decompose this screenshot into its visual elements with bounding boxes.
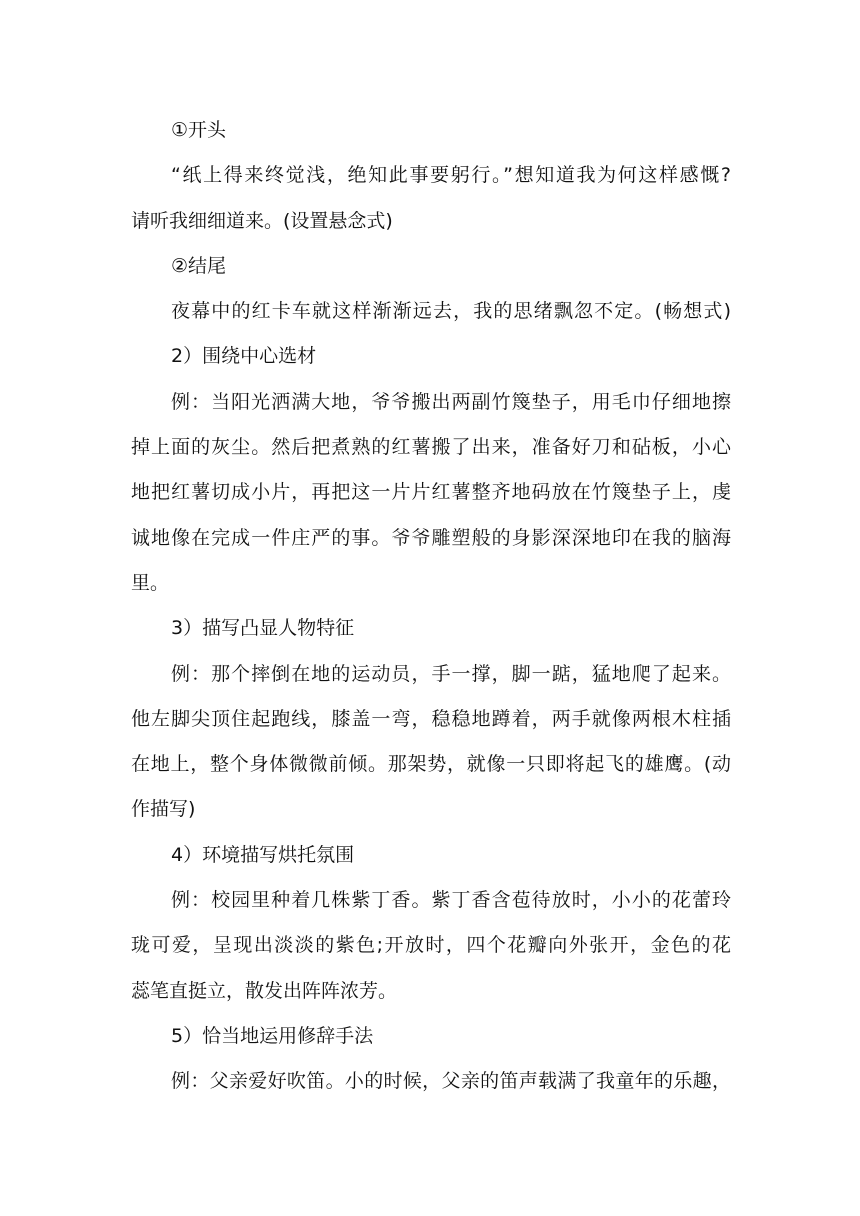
text-line: 请听我细细道来。(设置悬念式) [131, 209, 393, 232]
text-line: 蕊笔直挺立，散发出阵阵浓芳。 [131, 979, 398, 1002]
text-line: 3）描写凸显人物特征 [171, 617, 355, 640]
text-line: “纸上得来终觉浅，绝知此事要躬行。”想知道我为何这样感慨? [171, 164, 731, 187]
text-line: 他左脚尖顶住起跑线，膝盖一弯，稳稳地蹲着，两手就像两根木柱插 [131, 707, 731, 730]
text-line: 掉上面的灰尘。然后把煮熟的红薯搬了出来，准备好刀和砧板，小心 [131, 436, 731, 459]
text-line: ①开头 [171, 119, 227, 141]
text-line: 地把红薯切成小片，再把这一片片红薯整齐地码放在竹篾垫子上，虔 [131, 481, 731, 504]
text-line: 例：父亲爱好吹笛。小的时候，父亲的笛声载满了我童年的乐趣， [171, 1070, 731, 1093]
text-line: ②结尾 [171, 254, 227, 277]
text-line: 例：那个摔倒在地的运动员，手一撑，脚一踮，猛地爬了起来。 [171, 662, 731, 685]
text-line: 里。 [131, 571, 170, 594]
text-line: 5）恰当地运用修辞手法 [171, 1024, 374, 1047]
text-line: 珑可爱，呈现出淡淡的紫色;开放时，四个花瓣向外张开，金色的花 [131, 934, 731, 957]
text-line: 夜幕中的红卡车就这样渐渐远去，我的思绪飘忽不定。(畅想式) [171, 300, 731, 323]
text-line: 在地上，整个身体微微前倾。那架势，就像一只即将起飞的雄鹰。(动 [131, 753, 731, 776]
text-line: 作描写) [131, 798, 196, 821]
text-line: 4）环境描写烘托氛围 [171, 843, 355, 866]
text-line: 例：校园里种着几株紫丁香。紫丁香含苞待放时，小小的花蕾玲 [171, 889, 731, 912]
text-line: 诚地像在完成一件庄严的事。爷爷雕塑般的身影深深地印在我的脑海 [131, 526, 731, 549]
text-line: 例：当阳光洒满大地，爷爷搬出两副竹篾垫子，用毛巾仔细地擦 [171, 390, 731, 413]
text-line: 2）围绕中心选材 [171, 345, 317, 368]
document-body [131, 108, 731, 1105]
